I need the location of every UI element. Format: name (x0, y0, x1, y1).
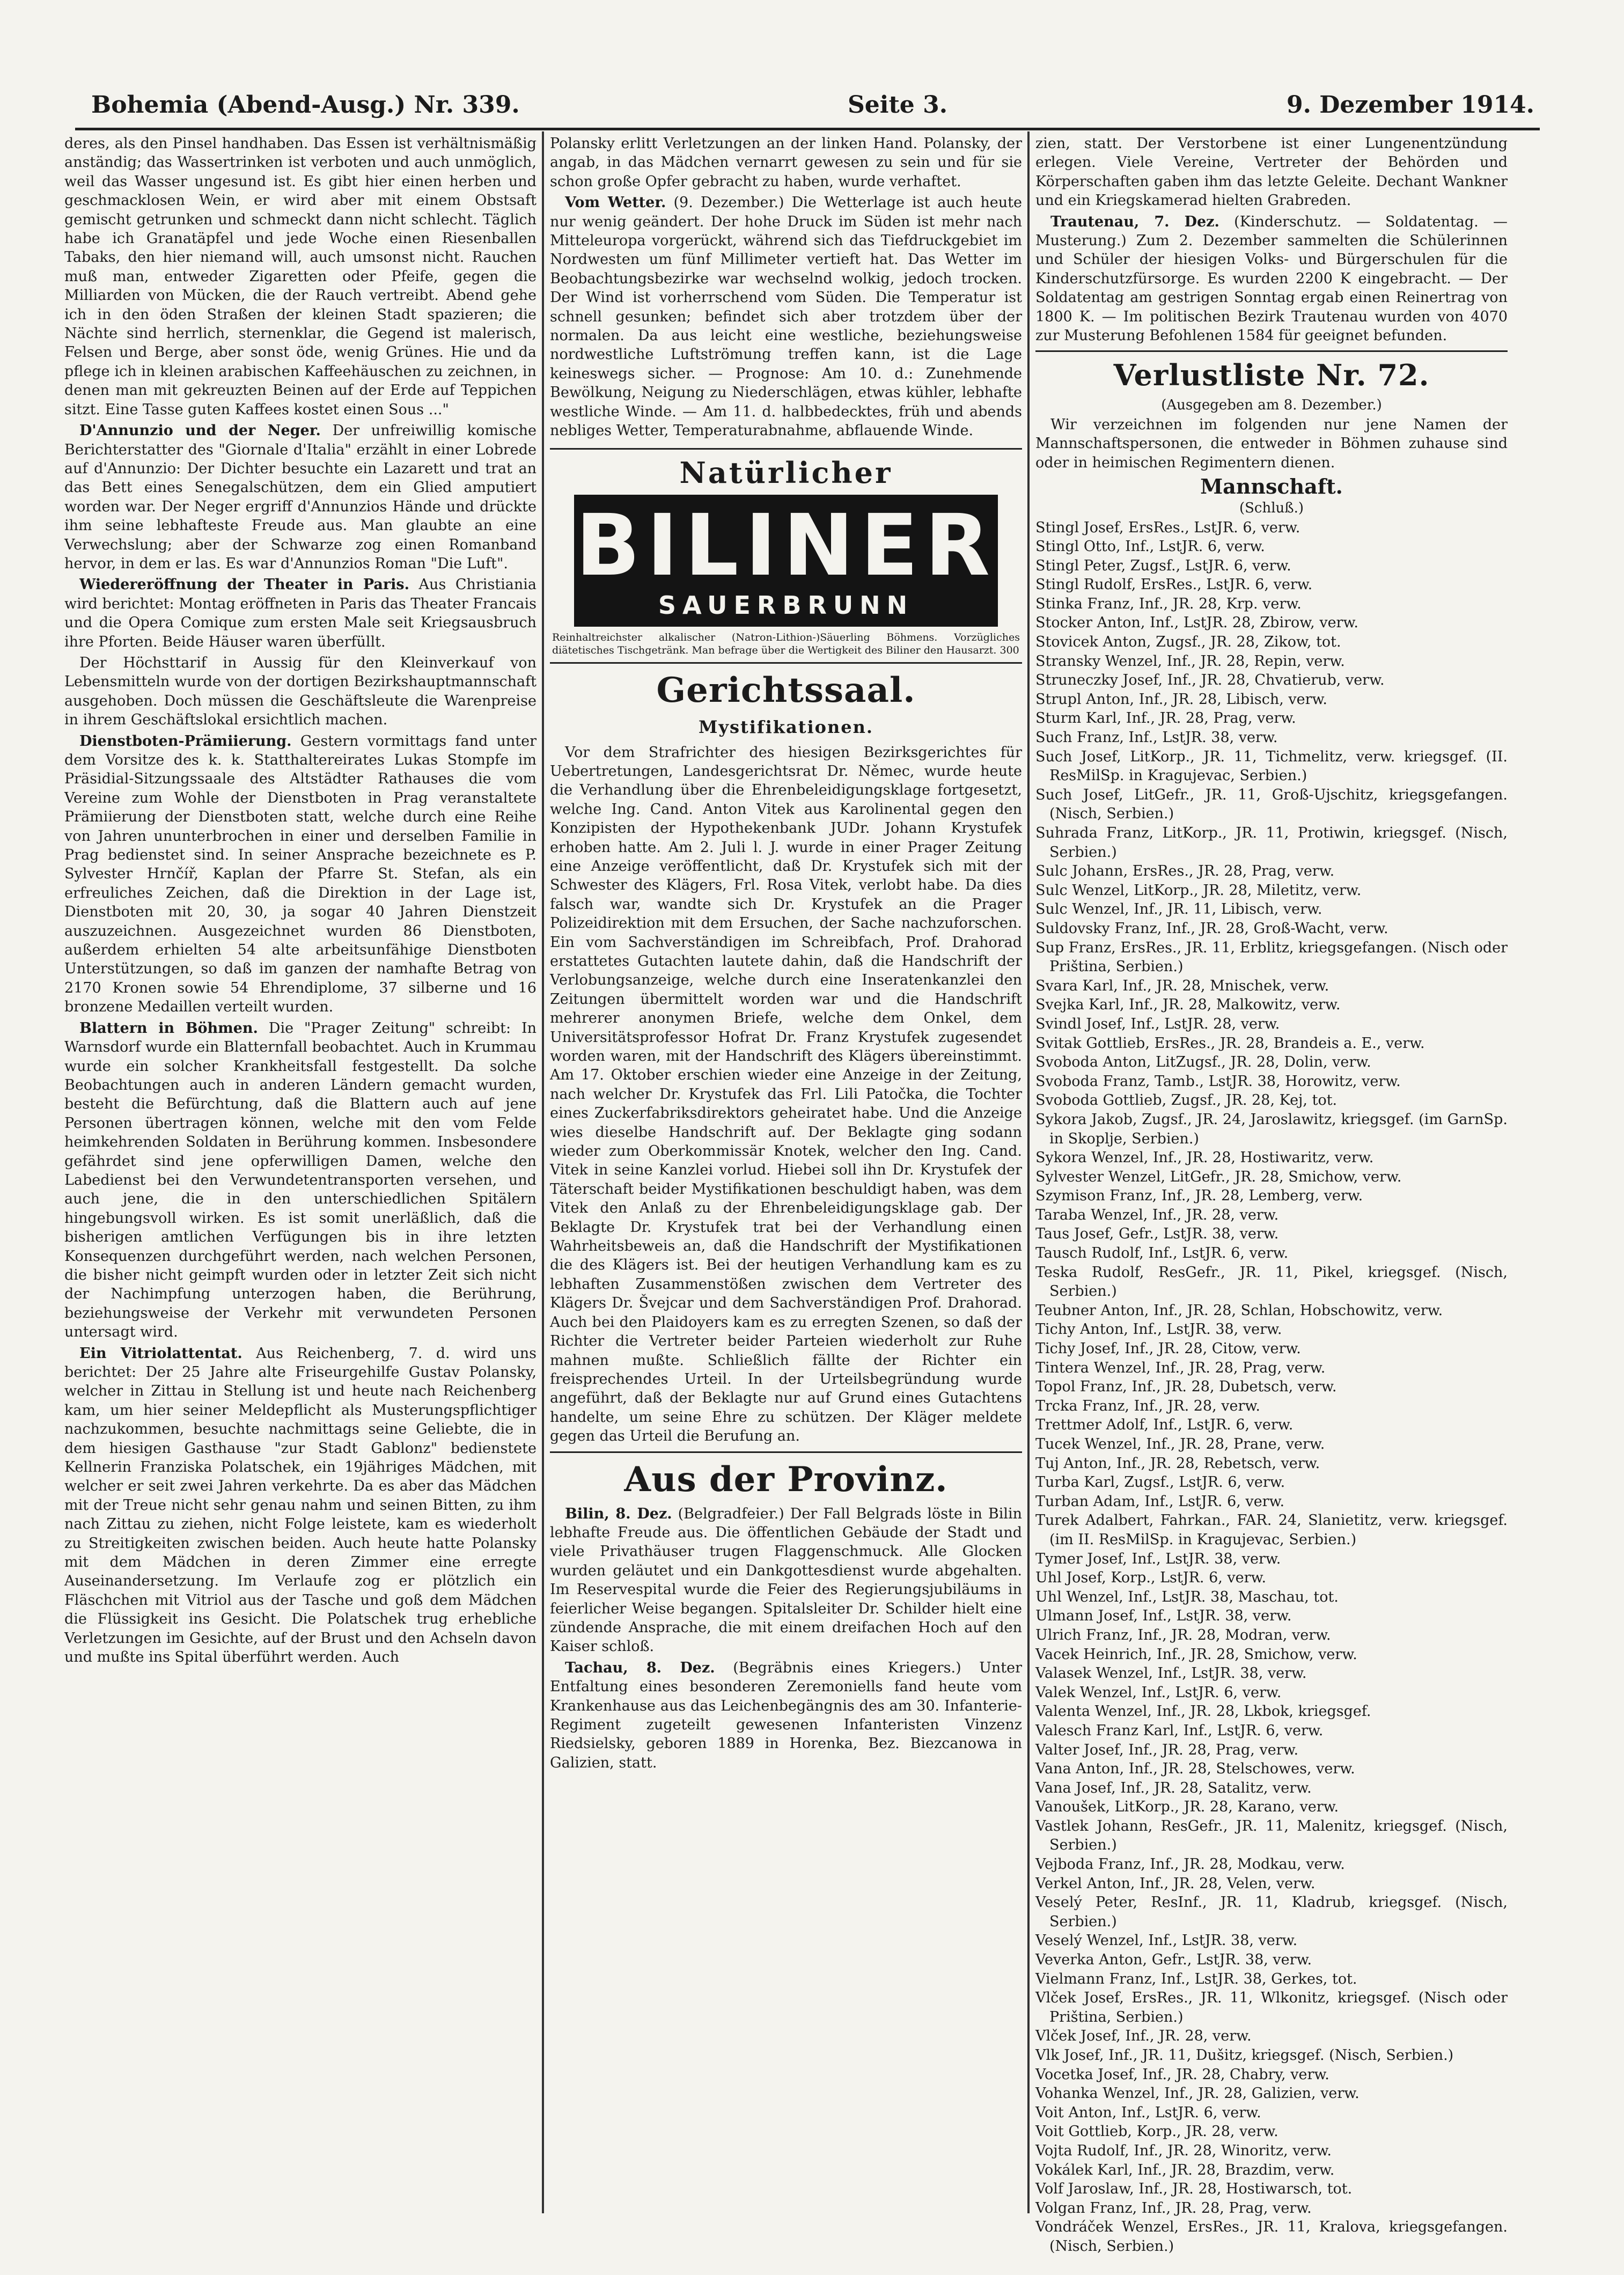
article-text: Der unfreiwillig komische Berichterstatter des "Giornale d'Italia" erzählt in einer Lobrede auf d'Annunzio: Der Dichter besuchte ein Lazarett und trat an das Bett eines Senegalschützen, dem ein Glied amputiert worden war. Der Neger ergriff d'Annunzios Hände und drückte ihm seine lebhafteste Freude aus. Man glaubte an eine Verwechslung; aber der Schwarze zog einen Romanband hervor, in dem er las. Es war d'Annunzios Roman "Die Luft". (64, 422, 537, 572)
casualty-entry: Tausch Rudolf, Inf., LstJR. 6, verw. (1035, 1245, 1289, 1262)
article-text: Aus Christiania wird berichtet: Montag eröffneten in Paris das Theater Francais und die Opera Comique zum ersten Male seit Kriegsausbruch ihre Pforten. Beide Häuser waren überfüllt. (64, 576, 537, 650)
casualty-entry: Sulc Wenzel, Inf., JR. 11, Libisch, verw. (1035, 901, 1322, 918)
article-lead: Tachau, 8. Dez. (565, 1659, 715, 1676)
article-lead: Ein Vitriolattentat. (79, 1345, 243, 1362)
casualty-entry: Tichy Anton, Inf., LstJR. 38, verw. (1035, 1321, 1282, 1338)
casualty-entry: Vondráček Wenzel, ErsRes., JR. 11, Kralova, kriegsgefangen. (Nisch, Serbien.) (1035, 2219, 1508, 2255)
ad-smallprint: Reinhaltreichster alkalischer (Natron-Lithion-)Säuerling Böhmens. Vorzügliches diätetisches Tischgetränk. Man befrage über die Wertigkeit des Biliner den Hausarzt. 300 (552, 631, 1020, 656)
article-lead: D'Annunzio und der Neger. (79, 422, 321, 439)
casualty-entry: Stinka Franz, Inf., JR. 28, Krp. verw. (1035, 595, 1302, 612)
article-paragraph (550, 193, 1022, 440)
section-divider (1035, 350, 1508, 352)
casualty-entry: Tintera Wenzel, Inf., JR. 28, Prag, verw. (1035, 1359, 1326, 1376)
casualty-entry: Stransky Wenzel, Inf., JR. 28, Repin, verw. (1035, 652, 1345, 670)
casualty-entry: Svoboda Gottlieb, Zugsf., JR. 28, Kej, tot. (1035, 1092, 1338, 1109)
casualty-entry: Uhl Josef, Korp., LstJR. 6, verw. (1035, 1569, 1267, 1587)
casualty-entry: Volf Jaroslaw, Inf., JR. 28, Hostiwarsch, tot. (1035, 2181, 1353, 2198)
article-text: Polansky erlitt Verletzungen an der linken Hand. Polansky, der angab, in das Mädchen vernarrt gewesen zu sein und für sie schon große Opfer gebracht zu haben, wurde verhaftet. (550, 135, 1022, 190)
article-text: (Belgradfeier.) Der Fall Belgrads löste in Bilin lebhafte Freude aus. Die öffentlichen Gebäude der Stadt und viele Privathäuser trugen Flaggenschmuck. Alle Glocken wurden geläutet und ein Dankgottesdienst wurde abgehalten. Im Reservespital wurde die Feier des Regierungsjubiläums in feierlicher Weise begangen. Spitalsleiter Dr. Schilder hielt eine zündende Ansprache, die mit einem dreifachen Hoch auf den Kaiser schloß. (550, 1505, 1023, 1655)
article-paragraph (64, 575, 537, 651)
list-subhead: Mannschaft. (1200, 474, 1343, 499)
section-title-verlustliste: Verlustliste Nr. 72. (1113, 358, 1430, 393)
casualty-entry: Suldovsky Franz, Inf., JR. 28, Groß-Wacht, verw. (1035, 920, 1388, 937)
casualty-entry: Ulrich Franz, Inf., JR. 28, Modran, verw. (1035, 1626, 1331, 1643)
page-header (91, 86, 1534, 123)
section-title-provinz: Aus der Provinz. (624, 1459, 948, 1500)
article-paragraph (64, 732, 537, 1017)
article-title-mystifikationen: Mystifikationen. (698, 716, 874, 737)
article-continuation: zien, statt. Der Verstorbene ist einer Lungenentzündung erlegen. Viele Vereine, Vertreter der Behörden und Körperschaften gaben ihm das letzte Geleite. Dechant Wankner und ein Kriegskamerad hielten Grabreden. (1035, 135, 1508, 209)
article-paragraph (550, 1505, 1022, 1656)
casualty-entry: Uhl Wenzel, Inf., LstJR. 38, Maschau, tot. (1035, 1588, 1339, 1605)
article-text: Die "Prager Zeitung" schreibt: In Warnsdorf wurde ein Blatternfall beobachtet. Auch in Krummau wurde ein solcher Krankheitsfall festgestellt. Da solche Beobachtungen auch in anderen Ländern gemacht wurden, besteht die Befürchtung, daß die Blattern auch auf jene Personen übertragen können, welche mit den vom Felde heimkehrenden Soldaten in Berührung kommen. Insbesondere gefährdet sind jene opferwilligen Damen, welche den Labedienst bei den Verwundetentransporten versehen, und auch jene, die in den unterschiedlichen Spitälern hingebungsvoll wirken. Es ist somit unerläßlich, daß die bisherigen amtlichen Verfügungen bis in ihre letzten Konsequenzen durchgeführt werden, nach welchen Personen, die bisher nicht geimpft wurden oder in letzter Zeit sich nicht der Nachimpfung unterzogen haben, die Berührung, beziehungsweise der Verkehr mit verwundeten Personen untersagt wird. (64, 1019, 537, 1341)
casualty-entry: Such Franz, Inf., LstJR. 38, verw. (1035, 729, 1278, 746)
ad-headline: Natürlicher (679, 455, 893, 490)
column-3 (1035, 134, 1508, 2255)
casualty-entry: Turban Adam, Inf., LstJR. 6, verw. (1035, 1493, 1285, 1510)
casualty-entry: Veverka Anton, Gefr., LstJR. 38, verw. (1035, 1951, 1312, 1969)
casualty-entry: Stingl Peter, Zugsf., LstJR. 6, verw. (1035, 557, 1291, 574)
casualty-entry: Stocker Anton, Inf., LstJR. 28, Zbirow, verw. (1035, 614, 1358, 632)
article-paragraph (64, 1019, 537, 1342)
casualty-entry: Svejka Karl, Inf., JR. 28, Malkowitz, verw. (1035, 996, 1341, 1014)
casualty-entry: Stingl Otto, Inf., LstJR. 6, verw. (1035, 538, 1265, 555)
casualty-entry: Svoboda Anton, LitZugsf., JR. 28, Dolin, verw. (1035, 1054, 1371, 1071)
article-trautenau (1035, 212, 1508, 346)
ad-brand: BILINER (575, 496, 997, 595)
article-text: Der Höchsttarif in Aussig für den Kleinverkauf von Lebensmitteln wurde von der dortigen Bezirkshauptmannschaft ausgehoben. Doch müssen die Geschäftsleute die Warenpreise in ihrem Geschäftslokal ersichtlich machen. (64, 654, 537, 729)
casualty-entry: Veselý Wenzel, Inf., LstJR. 38, verw. (1035, 1932, 1298, 1949)
casualty-entry: Vlček Josef, Inf., JR. 28, verw. (1035, 2028, 1252, 2045)
section-divider (550, 1451, 1022, 1453)
ad-logo-box (574, 495, 998, 627)
casualty-entry: Topol Franz, Inf., JR. 28, Dubetsch, verw. (1035, 1378, 1337, 1396)
casualty-entry: Verkel Anton, Inf., JR. 28, Velen, verw. (1035, 1875, 1316, 1892)
casualty-entry: Tuj Anton, Inf., JR. 28, Rebetsch, verw. (1035, 1455, 1320, 1472)
casualty-entry: Svindl Josef, Inf., LstJR. 28, verw. (1035, 1015, 1280, 1032)
casualty-entry: Trcka Franz, Inf., JR. 28, verw. (1035, 1397, 1260, 1414)
casualty-entry: Turba Karl, Zugsf., LstJR. 6, verw. (1035, 1474, 1285, 1491)
casualty-entry: Vanoušek, LitKorp., JR. 28, Karano, verw. (1035, 1799, 1339, 1816)
article-paragraph (550, 134, 1022, 191)
article-text: Aus Reichenberg, 7. d. wird uns berichtet: Der 25 Jahre alte Friseurgehilfe Gustav Polansky, welcher in Zittau in Stellung ist und heute nach Reichenberg kam, um hier seiner Meldepflicht als Musterungspflichtiger nachzukommen, besuchte nachmittags seine Geliebte, die in dem hiesigen Gasthause "zur Stadt Gablonz" bedienstete Kellnerin Franziska Polatschek, ein 19jähriges Mädchen, mit welcher er seit zwei Jahren verkehrte. Da es aber das Mädchen mit der Treue nicht sehr genau nahm und seinen Bitten, zu ihm nach Zittau zu ziehen, nicht Folge leistete, kam es wiederholt zu Streitigkeiten zwischen beiden. Auch heute hatte Polansky mit dem Mädchen in deren Zimmer eine erregte Auseinandersetzung. Im Verlaufe zog er plötzlich ein Fläschchen mit Vitriol aus der Tasche und goß dem Mädchen die Flüssigkeit ins Gesicht. Die Polatschek trug erhebliche Verletzungen im Gesichte, auf der Brust und den Achseln davon und mußte ins Spital überführt werden. Auch (64, 1345, 537, 1666)
casualty-entry: Suhrada Franz, LitKorp., JR. 11, Protiwin, kriegsgef. (Nisch, Serbien.) (1035, 825, 1508, 861)
casualty-entry: Vejboda Franz, Inf., JR. 28, Modkau, verw. (1035, 1856, 1345, 1873)
casualty-entry: Teska Rudolf, ResGefr., JR. 11, Pikel, kriegsgef. (Nisch, Serbien.) (1035, 1264, 1508, 1300)
casualty-entry: Vacek Heinrich, Inf., JR. 28, Smichow, verw. (1035, 1646, 1357, 1663)
casualty-entry: Vastlek Johann, ResGefr., JR. 11, Malenitz, kriegsgef. (Nisch, Serbien.) (1035, 1817, 1508, 1854)
casualty-entry: Sykora Jakob, Zugsf., JR. 24, Jaroslawitz, kriegsgef. (im GarnSp. in Skoplje, Serbien.) (1035, 1111, 1508, 1147)
article-body: Vor dem Strafrichter des hiesigen Bezirksgerichtes für Uebertretungen, Landesgerichtsrat Dr. Němec, wurde heute die Verhandlung über die Ehrenbeleidigungsklage fortgesetzt, welche Ing. Cand. Anton Vitek aus Karolinental gegen den Konzipisten der Hypothekenbank JUDr. Johann Krystufek erhoben hatte. Am 2. Juli l. J. wurde in einer Prager Zeitung eine Anzeige veröffentlicht, daß Dr. Krystufek sich mit der Schwester des Klägers, Frl. Rosa Vitek, verlobt habe. Da dies falsch war, wandte sich Dr. Krystufek an die Prager Polizeidirektion mit dem Ersuchen, der Sache nachzuforschen. Ein vom Sachverständigen im Schreibfach, Prof. Drahorad erstattetes Gutachten lautete dahin, daß die Handschrift der Verlobungsanzeige, welche durch eine Inseratenkanzlei den Zeitungen übermittelt worden war und die Handschrift mehrerer anonymen Briefe, welche dem Onkel, dem Universitätsprofessor Hofrat Dr. Franz Krystufek zugesendet worden waren, mit der Handschrift des Klägers übereinstimmt. Am 17. Oktober erschien wieder eine Anzeige in der Zeitung, nach welcher Dr. Krystufek das Frl. Lili Patočka, die Tochter eines Zuckerfabriksdirektors geheiratet habe. Und die Anzeige wies dieselbe Handschrift auf. Der Beklagte ging sodann wieder zum Oberkommissär Knotek, welcher den Ing. Cand. Vitek in seine Kanzlei vorlud. Hiebei soll ihn Dr. Krystufek der Täterschaft beider Mystifikationen beschuldigt haben, was dem Vitek den Anlaß zu der Ehrenbeleidigungsklage gab. Der Beklagte Dr. Krystufek trat bei der Verhandlung einen Wahrheitsbeweis an, daß die Handschrift der Mystifikationen die des Klägers ist. Bei der heutigen Verhandlung kam es zu lebhaften Zusammenstößen zwischen dem Vertreter des Klägers Dr. Švejcar und dem Sachverständigen Prof. Drahorad. Auch bei den Plaidoyers kam es zu erregten Szenen, so daß der Richter die Vertreter beider Parteien wiederholt zur Ruhe mahnen mußte. Schließlich fällte der Richter ein freisprechendes Urteil. In der Urteilsbegründung wurde angeführt, daß der Beklagte nur auf Grund eines Gutachtens handelte, um seine Ehre zu schützen. Der Kläger meldete gegen das Urteil die Berufung an. (550, 744, 1022, 1445)
advertisement-biliner (550, 448, 1022, 664)
article-text: (9. Dezember.) Die Wetterlage ist auch heute nur wenig geändert. Der hohe Druck im Süden ist mehr nach Mitteleuropa vorgerückt, während sich das Tiefdruckgebiet im Nordwesten um fünf Millimeter vertieft hat. Das Wetter im Beobachtungsbezirke war wechselnd wolkig, jedoch trocken. Der Wind ist vorherrschend vom Süden. Die Temperatur ist schnell gesunken; befindet sich aber trotzdem über der normalen. Da aus leicht eine westliche, beziehungsweise nordwestliche Luftströmung treffen kann, ist die Lage keineswegs sicher. — Prognose: Am 10. d.: Zunehmende Bewölkung, Neigung zu Niederschlägen, etwas kühler, lebhafte westliche Winde. — Am 11. d. halbbedecktes, früh und abends nebliges Wetter, Temperaturabnahme, abflauende Winde. (550, 194, 1023, 439)
casualty-entry: Voit Anton, Inf., LstJR. 6, verw. (1035, 2104, 1261, 2121)
casualty-entry: Valenta Wenzel, Inf., JR. 28, Lkbok, kriegsgef. (1035, 1703, 1371, 1720)
article-body: (Kinderschutz. — Soldatentag. — Musterung.) Zum 2. Dezember sammelten die Schülerinnen und Schüler der hiesigen Volks- und Bürgerschulen für die Kinderschutzfürsorge. Es wurden 2200 K eingebracht. — Der Soldatentag am gestrigen Sonntag ergab einen Reinertrag von 1800 K. — Im politischen Bezirk Trautenau wurden von 4070 zur Musterung Befohlenen 1584 für geeignet befunden. (1035, 213, 1508, 344)
column-2 (550, 134, 1022, 2216)
casualty-entry: Valter Josef, Inf., JR. 28, Prag, verw. (1035, 1741, 1299, 1758)
article-text: (Begräbnis eines Kriegers.) Unter Entfaltung eines besonderen Zeremoniells fand heute vom Krankenhause aus das Leichenbegängnis des am 30. Infanterie-Regiment zugeteilt gewesenen Infanteristen Vinzenz Riedsielsky, geboren 1889 in Horenka, Bez. Biezcanowa in Galizien, statt. (550, 1659, 1022, 1771)
article-paragraph (550, 1658, 1022, 1772)
casualty-entry: Trettmer Adolf, Inf., LstJR. 6, verw. (1035, 1417, 1294, 1434)
casualty-entry: Valesch Franz Karl, Inf., LstJR. 6, verw. (1035, 1722, 1324, 1739)
casualty-entry: Svoboda Franz, Tamb., LstJR. 38, Horowitz, verw. (1035, 1073, 1401, 1090)
casualty-entry: Stovicek Anton, Zugsf., JR. 28, Zikow, tot. (1035, 634, 1341, 651)
article-lead: Vom Wetter. (565, 194, 666, 211)
article-lead: Wiedereröffnung der Theater in Paris. (79, 576, 409, 593)
article-text: deres, als den Pinsel handhaben. Das Essen ist verhältnismäßig anständig; das Wassertrinken ist verboten und auch unmöglich, weil das Wasser ungesund ist. Es gibt hier einen herben und geschmacklosen Wein, er wird aber mit einem Obstsaft gemischt getrunken und schmeckt dann nicht schlecht. Täglich habe ich Granatäpfel und jede Woche einen Riesenballen Tabaks, den hier niemand will, auch umsonst nicht. Rauchen muß man, entweder Zigaretten oder Pfeife, gegen die Milliarden von Mücken, die der Rauch vertreibt. Abend gehe ich in den öden Straßen der kleinen Stadt spazieren; die Nächte sind herrlich, sternenklar, die Gegend ist malerisch, Felsen und Berge, aber sonst öde, wenig Grünes. Hie und da pflege ich in kleinen arabischen Kaffeehäuschen zu zeichnen, in denen man mit gekreuzten Beinen auf der Erde auf Teppichen sitzt. Eine Tasse guten Kaffees kostet einen Sous ..." (64, 135, 537, 418)
article-lead: Blattern in Böhmen. (79, 1019, 258, 1037)
casualty-entry: Vlček Josef, ErsRes., JR. 11, Wlkonitz, kriegsgef. (Nisch oder Priština, Serbien.) (1035, 1990, 1508, 2026)
casualty-entry: Taraba Wenzel, Inf., JR. 28, verw. (1035, 1206, 1279, 1223)
casualty-entry: Tucek Wenzel, Inf., JR. 28, Prane, verw. (1035, 1436, 1325, 1452)
casualty-entry: Voit Gottlieb, Korp., JR. 28, verw. (1035, 2123, 1278, 2140)
casualty-entry: Valek Wenzel, Inf., LstJR. 6, verw. (1035, 1684, 1282, 1701)
casualty-entry: Tichy Josef, Inf., JR. 28, Citow, verw. (1035, 1340, 1301, 1357)
casualty-entry: Struneczky Josef, Inf., JR. 28, Chvatierub, verw. (1035, 672, 1385, 689)
casualty-entry: Veselý Peter, ResInf., JR. 11, Kladrub, kriegsgef. (Nisch, Serbien.) (1035, 1894, 1508, 1930)
casualty-entry: Vlk Josef, Inf., JR. 11, Dušitz, kriegsgef. (Nisch, Serbien.) (1035, 2047, 1454, 2064)
ad-subbrand: SAUERBRUNN (658, 590, 914, 620)
article-text: Gestern vormittags fand unter dem Vorsitze des k. k. Statthaltereirates Lukas Stompfe im Präsidial-Sitzungssaale des Altstädter Rathauses die vom Vereine zum Wohle der Dienstboten in Prag veranstaltete Prämiierung der Dienstboten statt, welche durch eine Reihe von Jahren ununterbrochen in einer und derselben Familie in Prag bedienstet sind. In seiner Ansprache bezeichnete es P. Sylvester Hrnčíř, Kaplan der Pfarre St. Stefan, als ein erfreuliches Zeichen, daß die Direktion in der Lage ist, Dienstboten mit 20, 30, ja sogar 40 Jahren Dienstzeit auszuzeichnen. Ausgezeichnet wurden 86 Dienstboten, außerdem erhielten 54 alte arbeitsunfähige Dienstboten Unterstützungen, so daß im ganzen der namhafte Betrag von 2170 Kronen sowie 54 Ehrendiplome, 37 silberne und 16 bronzene Medaillen verteilt wurden. (64, 732, 537, 1016)
casualty-entry: Stingl Josef, ErsRes., LstJR. 6, verw. (1035, 519, 1300, 536)
article-paragraph (64, 134, 537, 419)
article-paragraph (64, 421, 537, 573)
casualty-entry: Szymison Franz, Inf., JR. 28, Lemberg, verw. (1035, 1187, 1363, 1205)
casualty-entry: Sup Franz, ErsRes., JR. 11, Erblitz, kriegsgefangen. (Nisch oder Priština, Serbien.) (1035, 939, 1508, 975)
column-rule (542, 131, 544, 2213)
casualty-entry: Such Josef, LitGefr., JR. 11, Groß-Ujschitz, kriegsgefangen. (Nisch, Serbien.) (1035, 786, 1508, 823)
article-lead: Dienstboten-Prämiierung. (79, 732, 292, 750)
section-title-gerichtssaal: Gerichtssaal. (656, 670, 916, 710)
casualty-entry: Such Josef, LitKorp., JR. 11, Tichmelitz, verw. kriegsgef. (II. ResMilSp. in Kragujevac, Serbien.) (1035, 748, 1508, 784)
column-rule (1027, 131, 1030, 2213)
casualty-entry: Tymer Josef, Inf., LstJR. 38, verw. (1035, 1550, 1281, 1567)
casualty-entry: Volgan Franz, Inf., JR. 28, Prag, verw. (1035, 2199, 1312, 2217)
issue-note: (Ausgegeben am 8. Dezember.) (1161, 397, 1382, 414)
casualty-entry: Svitak Gottlieb, ErsRes., JR. 28, Brandeis a. E., verw. (1035, 1034, 1425, 1052)
casualty-entry: Strupl Anton, Inf., JR. 28, Libisch, verw. (1035, 691, 1328, 708)
masthead-issue: Bohemia (Abend-Ausg.) Nr. 339. (91, 91, 520, 119)
column-1 (64, 134, 537, 2216)
casualty-entry: Sulc Wenzel, LitKorp., JR. 28, Miletitz, verw. (1035, 882, 1362, 899)
casualty-entry: Vana Josef, Inf., JR. 28, Satalitz, verw. (1035, 1779, 1312, 1796)
casualty-entry: Teubner Anton, Inf., JR. 28, Schlan, Hobschowitz, verw. (1035, 1302, 1443, 1319)
list-continuation-note: (Schluß.) (1239, 500, 1304, 517)
header-rule (75, 128, 1540, 130)
issue-date: 9. Dezember 1914. (1287, 91, 1534, 119)
page-number: Seite 3. (848, 91, 948, 119)
casualty-entry: Svara Karl, Inf., JR. 28, Mnischek, verw. (1035, 977, 1329, 994)
article-paragraph (64, 654, 537, 730)
casualty-entry: Sulc Johann, ErsRes., JR. 28, Prag, verw. (1035, 863, 1335, 880)
casualty-list (1035, 518, 1508, 2256)
casualty-entry: Valasek Wenzel, Inf., LstJR. 38, verw. (1035, 1665, 1307, 1682)
casualty-entry: Vocetka Josef, Inf., JR. 28, Chabry, verw. (1035, 2066, 1329, 2083)
casualty-entry: Vokálek Karl, Inf., JR. 28, Brazdim, verw. (1035, 2161, 1335, 2178)
casualty-entry: Vojta Rudolf, Inf., JR. 28, Winoritz, verw. (1035, 2142, 1332, 2159)
article-paragraph (64, 1344, 537, 1667)
list-intro: Wir verzeichnen im folgenden nur jene Namen der Mannschaftspersonen, die entweder in Böhmen zuhause sind oder in heimischen Regimentern dienen. (1035, 416, 1508, 471)
casualty-entry: Sylvester Wenzel, LitGefr., JR. 28, Smichow, verw. (1035, 1168, 1402, 1185)
casualty-entry: Sykora Wenzel, Inf., JR. 28, Hostiwaritz, verw. (1035, 1149, 1374, 1166)
article-lead: Trautenau, 7. Dez. (1050, 213, 1219, 230)
casualty-entry: Taus Josef, Gefr., LstJR. 38, verw. (1035, 1225, 1279, 1243)
casualty-entry: Ulmann Josef, Inf., LstJR. 38, verw. (1035, 1608, 1292, 1625)
casualty-entry: Vohanka Wenzel, Inf., JR. 28, Galizien, verw. (1035, 2085, 1360, 2102)
article-lead: Bilin, 8. Dez. (565, 1505, 672, 1522)
casualty-entry: Turek Adalbert, Fahrkan., FAR. 24, Slanietitz, verw. kriegsgef. (im II. ResMilSp. in Kragujevac, Serbien.) (1035, 1512, 1508, 1548)
casualty-entry: Vana Anton, Inf., JR. 28, Stelschowes, verw. (1035, 1760, 1355, 1778)
casualty-entry: Stingl Rudolf, ErsRes., LstJR. 6, verw. (1035, 576, 1313, 593)
casualty-entry: Vielmann Franz, Inf., LstJR. 38, Gerkes, tot. (1035, 1970, 1357, 1987)
casualty-entry: Sturm Karl, Inf., JR. 28, Prag, verw. (1035, 710, 1296, 727)
